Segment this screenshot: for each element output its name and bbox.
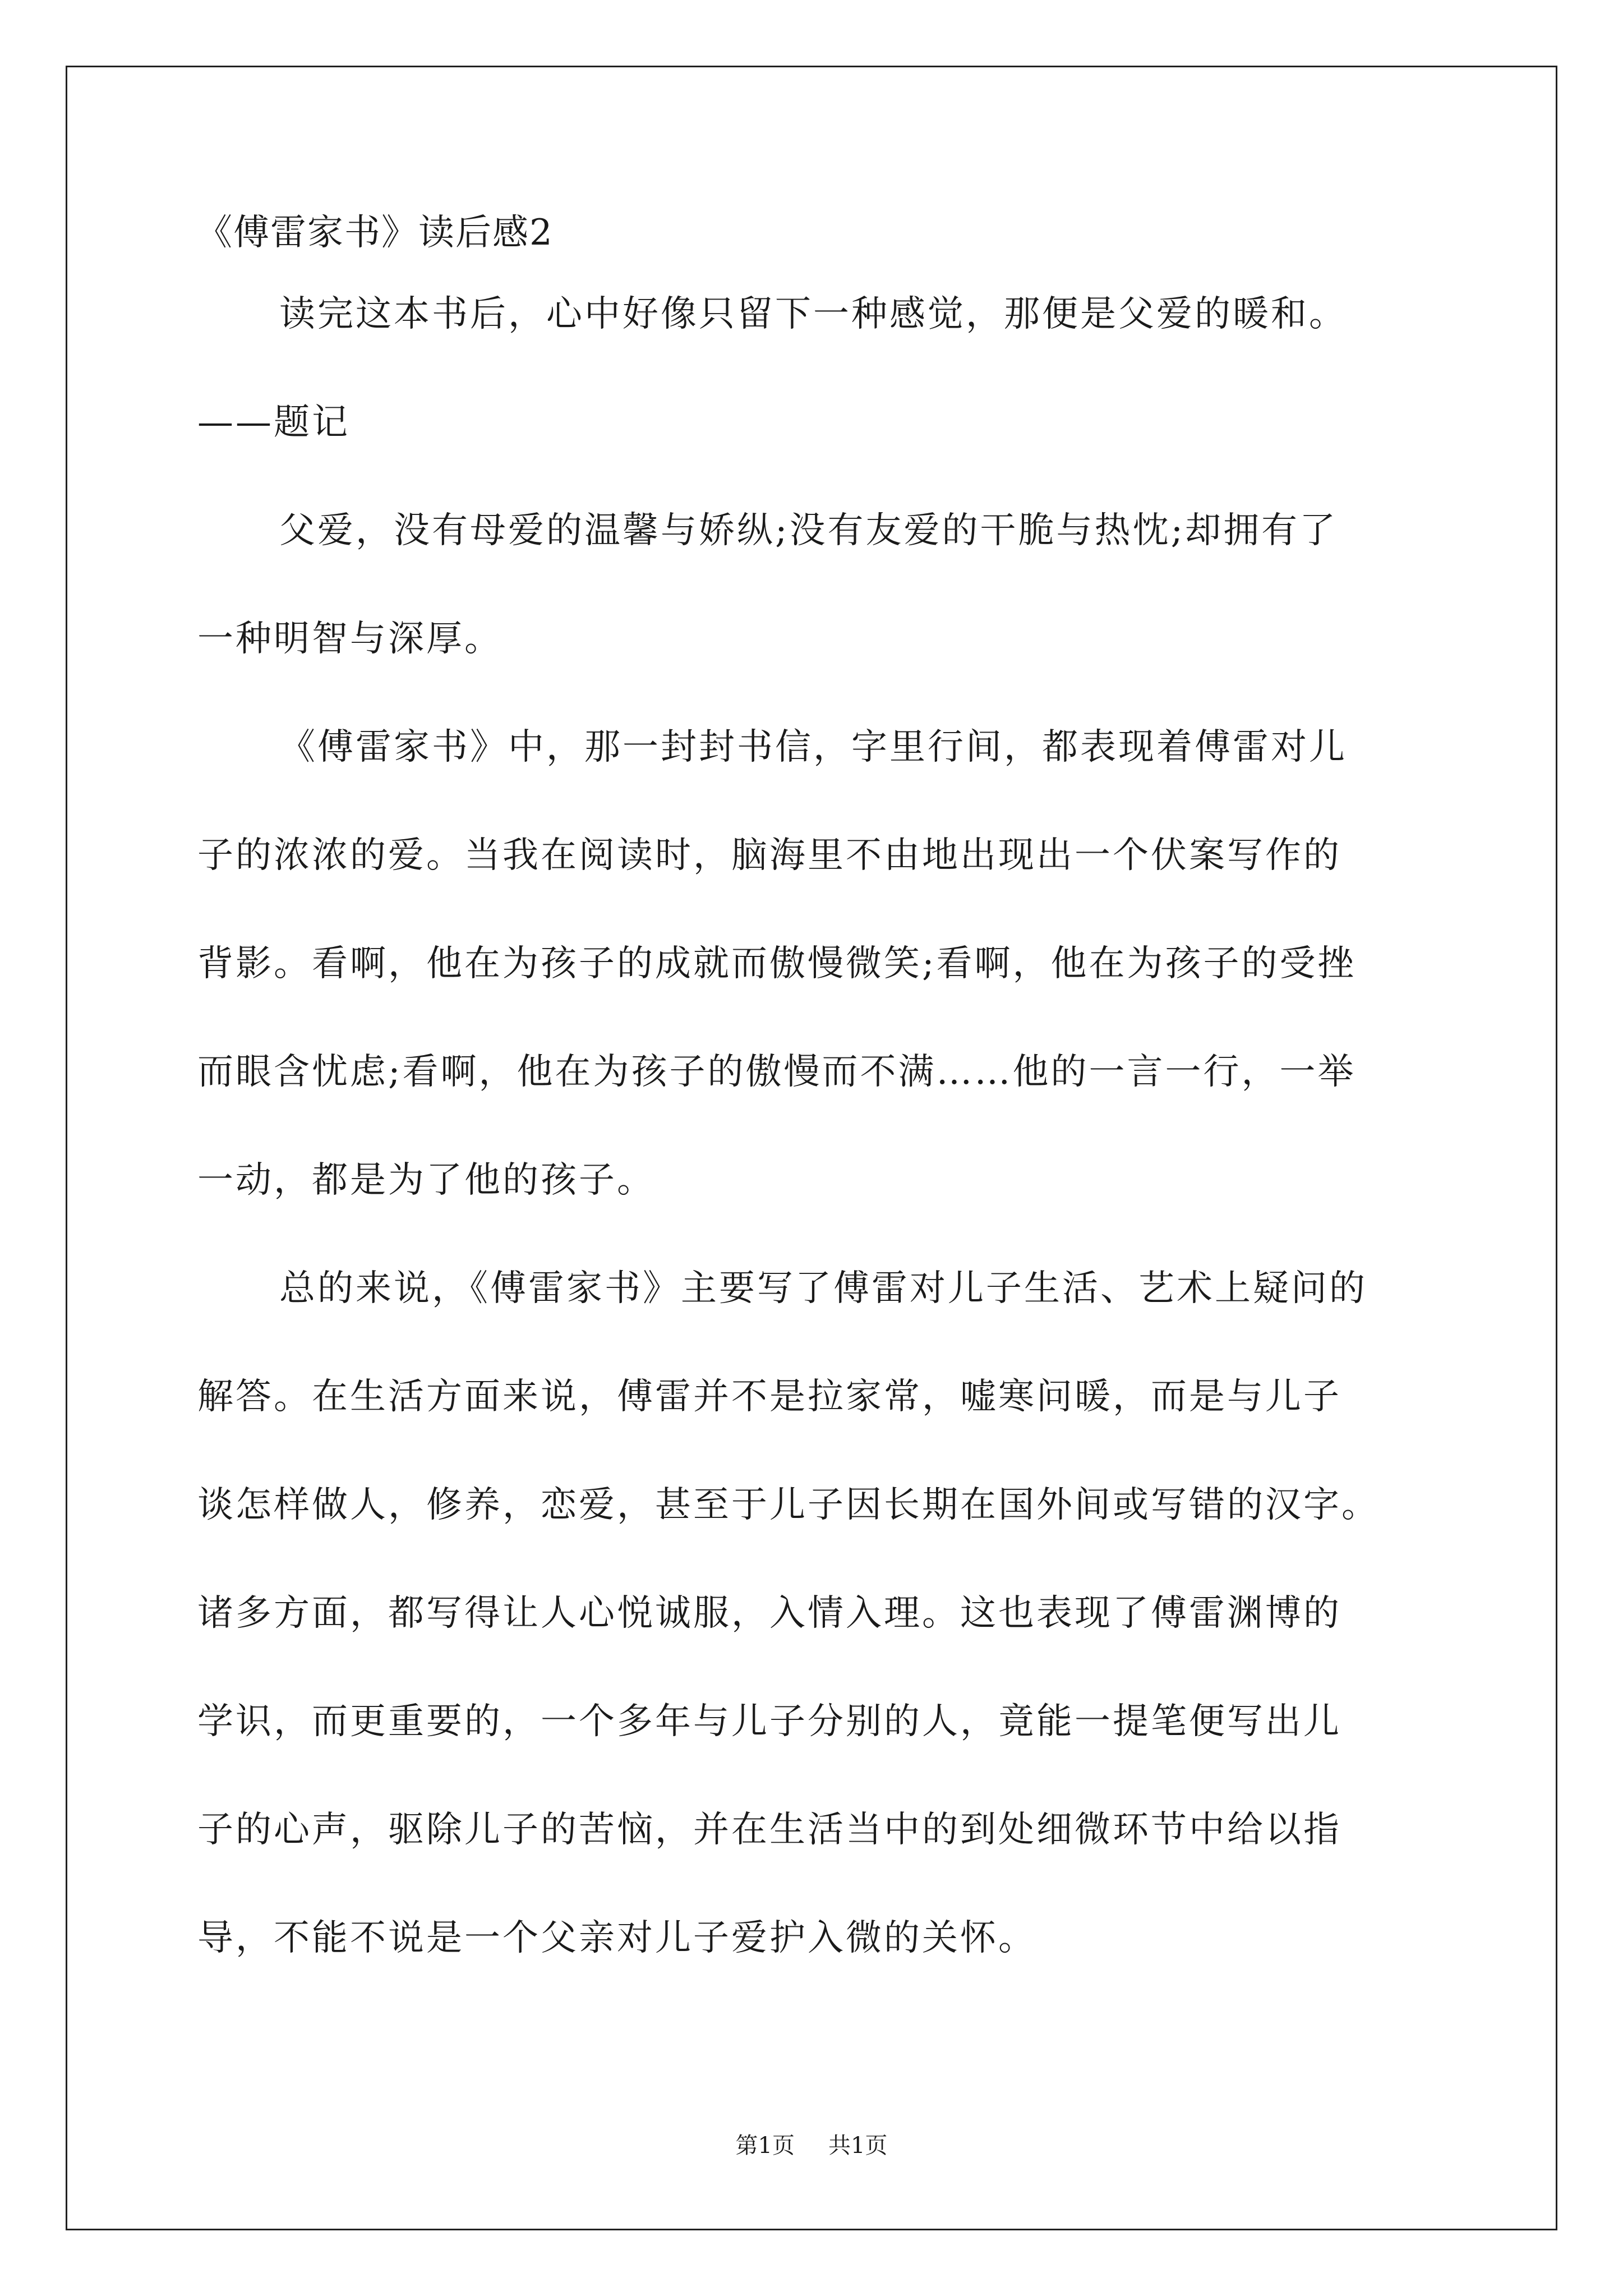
page-number-current: 第1页: [735, 2133, 795, 2159]
page-footer: [0, 2134, 1623, 2157]
paragraph-line: 背影。看啊，他在为孩子的成就而傲慢微笑;看啊，他在为孩子的受挫: [197, 943, 1356, 984]
page-number-total: 共1页: [828, 2133, 888, 2159]
document-title: 《傅雷家书》读后感2: [196, 212, 554, 254]
paragraph-line: 诸多方面，都写得让人心悦诚服，入情入理。这也表现了傅雷渊博的: [197, 1593, 1341, 1634]
paragraph-line: 学识，而更重要的，一个多年与儿子分别的人，竟能一提笔便写出儿: [197, 1701, 1341, 1742]
paragraph-line: ——题记: [197, 402, 350, 443]
paragraph-line: 一种明智与深厚。: [197, 618, 502, 660]
paragraph-line: 谈怎样做人，修养，恋爱，甚至于儿子因长期在国外间或写错的汉字。: [197, 1484, 1380, 1526]
paragraph-line: 《傅雷家书》中，那一封封书信，字里行间，都表现着傅雷对儿: [279, 726, 1347, 768]
paragraph-line: 总的来说，《傅雷家书》主要写了傅雷对儿子生活、艺术上疑问的: [279, 1268, 1367, 1309]
paragraph-line: 子的浓浓的爱。当我在阅读时，脑海里不由地出现出一个伏案写作的: [197, 835, 1341, 876]
paragraph-line: 导，不能不说是一个父亲对儿子爱护入微的关怀。: [197, 1917, 1036, 1959]
paragraph-line: 解答。在生活方面来说，傅雷并不是拉家常，嘘寒问暖，而是与儿子: [197, 1376, 1341, 1418]
paragraph-line: 而眼含忧虑;看啊，他在为孩子的傲慢而不满……他的一言一行，一举: [197, 1051, 1356, 1093]
paragraph-line: 父爱，没有母爱的温馨与娇纵;没有友爱的干脆与热忱;却拥有了: [279, 510, 1338, 551]
paragraph-line: 一动，都是为了他的孩子。: [197, 1159, 655, 1201]
paragraph-line: 读完这本书后，心中好像只留下一种感觉，那便是父爱的暖和。: [279, 293, 1347, 335]
paragraph-line: 子的心声，驱除儿子的苦恼，并在生活当中的到处细微环节中给以指: [197, 1809, 1341, 1851]
document-body: [197, 286, 1454, 2018]
